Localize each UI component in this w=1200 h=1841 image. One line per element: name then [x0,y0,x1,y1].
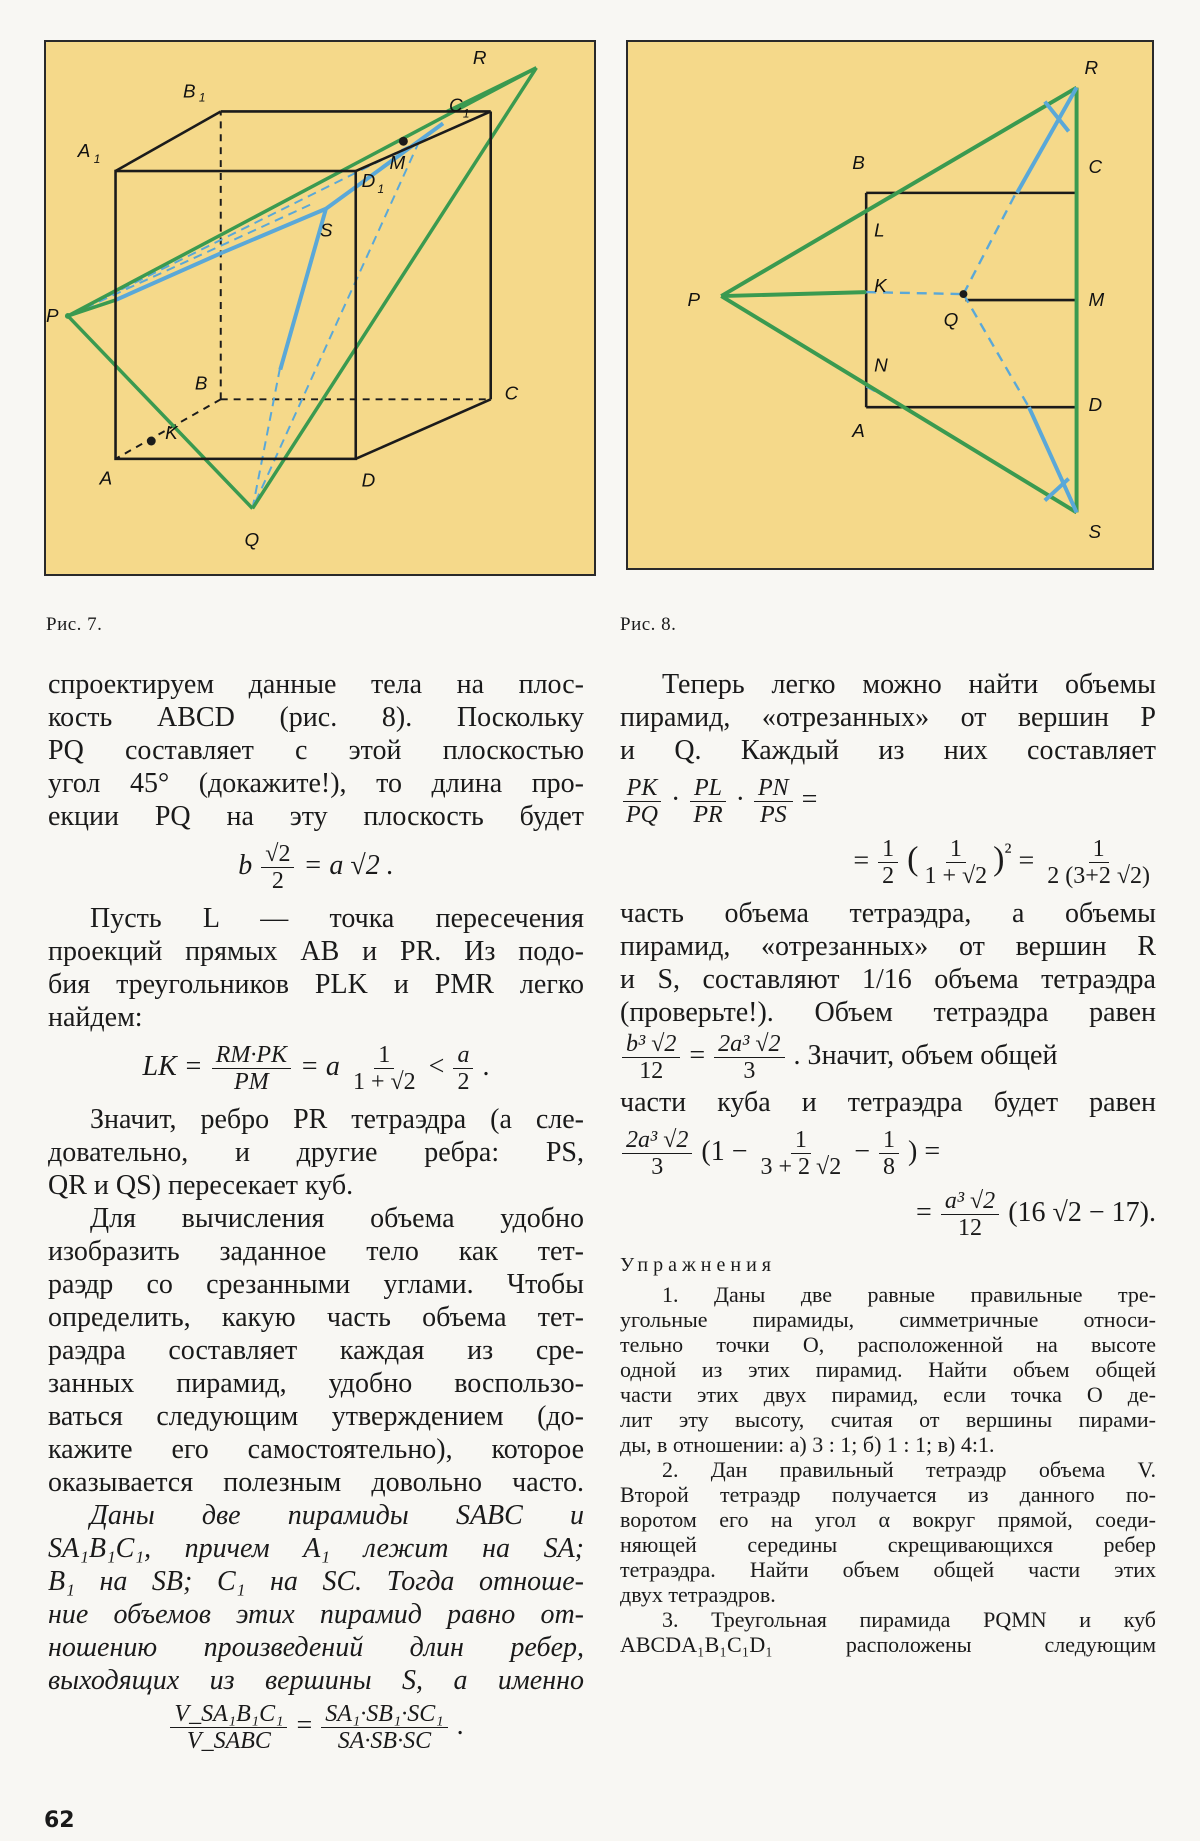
denominator: 2 [882,863,895,890]
label-D1-sub: 1 [377,181,385,196]
exercises-title: Упражнения [620,1254,776,1277]
right-column [620,668,1156,1657]
label-D: D [361,469,376,491]
denominator: SA·SB·SC [337,1728,432,1754]
label-C: C [1088,156,1103,178]
label-A: A [852,419,865,441]
fraction [941,1188,999,1241]
eq-term: = a √2 . [303,849,394,881]
equation-product-value [620,836,1156,889]
text-line: Значит, ребро PR тетраэдра (а сле- [90,1104,584,1135]
label-A1-sub: 1 [93,152,101,167]
text-line: 3. Треугольная пирамида PQMN и куб [662,1607,1156,1633]
text-line: воротом его на угол α вокруг прямой, соеди- [620,1507,1156,1533]
equation-volume-ratio [48,1701,584,1754]
equation-lk [48,1042,584,1095]
eq-term: LK = [142,1050,203,1082]
label-P: P [687,288,701,310]
label-P: P [46,304,59,326]
text-line: и Q. Каждый из них составляет [620,735,1156,766]
eq-term: = [801,783,818,815]
numerator: 2a³ √2 [622,1127,692,1154]
label-B1: B [183,80,196,102]
text-line: бия треугольников PLK и PMR легко [48,969,584,1000]
fraction [349,1042,420,1095]
text-line: раэдр со срезанными углами. Чтобы [48,1269,584,1300]
numerator: PL [690,775,726,802]
exponent: ² [1004,839,1012,865]
label-L: L [874,219,885,241]
denominator: PS [759,802,787,828]
label-S: S [1088,521,1102,543]
text-line: одной из этих пирамид. Найти объем общей [620,1357,1156,1383]
text-line: няющей середины скрещивающихся ребер [620,1532,1156,1558]
fraction [261,841,294,894]
eq-term: = a [300,1050,340,1082]
text-line: PQ составляет с этой плоскостью [48,735,584,766]
left-column [48,668,584,1762]
label-B1-sub: 1 [198,90,206,105]
numerator: 1 [879,1127,899,1154]
numerator: PK [623,775,662,802]
denominator: 3 [651,1154,664,1181]
denominator: 2 [457,1069,470,1095]
numerator: a [453,1042,473,1069]
label-M: M [389,152,406,174]
label-K: K [165,422,178,444]
label-D: D [1088,394,1103,416]
numerator: 1 [374,1042,394,1069]
figure-8-drawing [628,42,1152,568]
numerator: SA₁·SB₁·SC₁ [321,1701,447,1728]
figure-8 [626,40,1154,570]
denominator: 3 [743,1058,756,1085]
denominator: 3 + 2 √2 [760,1154,842,1181]
text-line: ношению произведений длин ребер, [48,1632,584,1663]
label-B: B [194,372,208,394]
label-Q: Q [244,529,260,551]
figure-7-caption: Рис. 7. [46,614,103,635]
eq-term: (16 √2 − 17). [1008,1197,1156,1229]
numerator: b³ √2 [622,1031,680,1058]
text-line: занных пирамид, удобно воспользо- [48,1368,584,1399]
text-line: ABCDA₁B₁C₁D₁ расположены следующим [620,1632,1156,1658]
equation-product [620,775,1156,828]
figure-7 [44,40,596,576]
text-line: . Значит, объем общей [793,1040,1058,1072]
eq-term: ) = [908,1136,941,1168]
text-line: SA₁B₁C₁, причем A₁ лежит на SA; [48,1533,584,1564]
text-line: пирамид, «отрезанных» от вершин R [620,931,1156,963]
equation-tetra-volume [620,1031,1156,1084]
eq-term: = [1018,845,1035,877]
denominator: 12 [958,1215,982,1242]
text-line: определить, какую часть объема тет- [48,1302,584,1333]
numerator: 1 [791,1127,811,1154]
text-line: пирамид, «отрезанных» от вершин P [620,702,1156,733]
text-line: двух тетраэдров. [620,1582,776,1608]
denominator: PQ [626,802,658,828]
denominator: 12 [639,1058,664,1085]
text-line: B₁ на SB; C₁ на SC. Тогда отноше- [48,1566,584,1597]
eq-term: · [735,783,745,815]
eq-term: = [853,845,870,877]
label-M: M [1088,288,1105,310]
text-line: (проверьте!). Объем тетраэдра равен [620,997,1156,1029]
label-N: N [874,354,888,376]
fraction [1043,836,1154,889]
label-D1: D [361,169,376,191]
label-K: K [874,275,887,297]
text-line: Теперь легко можно найти объемы [662,669,1156,700]
denominator: PR [693,802,723,828]
text-line: тетраэдра. Найти объем общей части этих [620,1557,1156,1583]
fraction [622,1031,680,1084]
paren: ( [907,840,919,878]
fraction [170,1701,287,1754]
text-line: угольные пирамиды, симметричные относи- [620,1307,1156,1333]
eq-term: = [689,1040,706,1072]
equation-result [620,1188,1156,1241]
figure-7-drawing [46,42,594,574]
text-line: спроектируем данные тела на плос- [48,669,584,700]
numerator: 1 [1089,836,1109,863]
fraction [622,775,662,828]
text-line: кость ABCD (рис. 8). Поскольку [48,702,584,733]
denominator: PM [234,1069,269,1095]
equation-projection-length [48,841,584,894]
text-line: оказывается полезным довольно часто. [48,1467,584,1498]
denominator: 1 + √2 [352,1069,416,1095]
text-line: части куба и тетраэдра будет равен [620,1087,1156,1119]
text-line: Пусть L — точка пересечения [90,903,584,934]
fraction [920,836,991,889]
text-line: QR и QS) пересекает куб. [48,1170,354,1201]
eq-term: · [671,783,681,815]
numerator: 1 [946,836,966,863]
text-line: раэдра составляет каждая из сре- [48,1335,584,1366]
text-line: Для вычисления объема удобно [90,1203,584,1234]
denominator: 1 + √2 [924,863,988,890]
fraction [757,1127,846,1180]
label-C1-sub: 1 [462,106,470,121]
numerator: RM·PK [212,1042,291,1069]
text-line: части этих двух пирамид, если точка O де- [620,1382,1156,1408]
numerator: 1 [878,836,898,863]
text-line: выходящих из вершины S, а именно [48,1665,584,1696]
label-A1: A [77,140,91,162]
text-line: ваться следующим утверждением (до- [48,1401,584,1432]
eq-term: = [916,1197,932,1229]
page-number: 62 [44,1808,75,1833]
eq-term: . [482,1050,490,1082]
exercises [620,1282,1156,1657]
text-line: екции PQ на эту плоскость будет [48,801,584,832]
eq-term: b [238,849,253,881]
text-line: и S, составляют 1/16 объема тетраэдра [620,964,1156,996]
eq-term: − [854,1136,871,1168]
figure-8-caption: Рис. 8. [620,614,677,635]
label-Q: Q [943,308,959,330]
text-line: тельно точки O, расположенной на высоте [620,1332,1156,1358]
label-B: B [852,152,865,174]
text-line: проекций прямых AB и PR. Из подо- [48,936,584,967]
text-line: довательно, и другие ребра: PS, [48,1137,584,1168]
fraction [879,1127,899,1180]
text-line: найдем: [48,1002,143,1033]
numerator: 2a³ √2 [714,1031,784,1058]
numerator: √2 [261,841,294,868]
eq-term: = [296,1709,313,1741]
numerator: a³ √2 [941,1188,999,1215]
text-line: угол 45° (докажите!), то длина про- [48,768,584,799]
denominator: V_SABC [186,1728,271,1754]
label-R: R [472,46,487,68]
numerator: V_SA₁B₁C₁ [170,1701,287,1728]
text-line: Второй тетраэдр получается из данного по- [620,1482,1156,1508]
equation-common-volume [620,1127,1156,1180]
denominator: 8 [883,1154,896,1181]
text-line: ды, в отношении: а) 3 : 1; б) 1 : 1; в) 4:1. [620,1432,995,1458]
fraction [622,1127,692,1180]
fraction [212,1042,291,1095]
text-line: изобразить заданное тело как тет- [48,1236,584,1267]
text-line: 2. Дан правильный тетраэдр объема V. [662,1457,1156,1483]
text-line: 1. Даны две равные правильные тре- [662,1282,1156,1308]
text-line: ние объемов этих пирамид равно от- [48,1599,584,1630]
label-S: S [320,219,333,241]
fraction [321,1701,447,1754]
text-line: часть объема тетраэдра, а объемы [620,898,1156,930]
fraction [754,775,793,828]
fraction [878,836,898,889]
paren: ) [993,840,1005,878]
label-C: C [504,382,519,404]
denominator: 2 [271,868,284,894]
eq-term: . [456,1709,464,1741]
numerator: PN [754,775,793,802]
label-C1: C [449,94,463,116]
label-A: A [99,467,113,489]
text-line: лит эту высоту, считая от вершины пирами- [620,1407,1156,1433]
fraction [453,1042,473,1095]
denominator: 2 (3+2 √2) [1047,863,1150,890]
text-line: Даны две пирамиды SABC и [90,1500,584,1531]
fraction [714,1031,784,1084]
fraction [689,775,726,828]
label-R: R [1084,56,1099,78]
text-line: кажите его самостоятельно), которое [48,1434,584,1465]
eq-term: (1 − [701,1136,748,1168]
eq-term: < [428,1050,445,1082]
